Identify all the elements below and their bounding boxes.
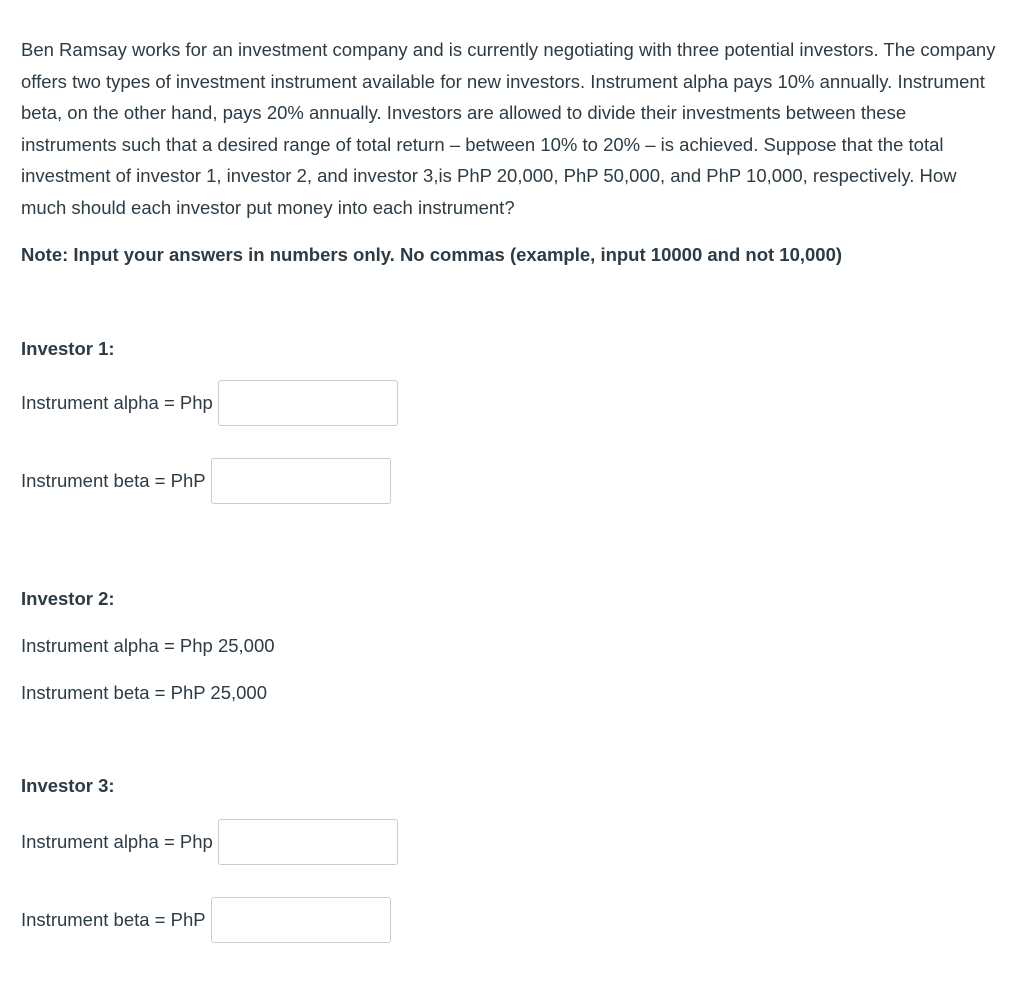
investor-3-beta-label: Instrument beta = PhP (21, 909, 206, 930)
investor-2-beta-row (21, 679, 267, 707)
investor-1-heading: Investor 1: (21, 338, 115, 359)
investor-3-alpha-row (21, 819, 398, 865)
investor-3-beta-row (21, 897, 391, 943)
investor-1-beta-row (21, 458, 391, 504)
investor-2-alpha-row (21, 632, 275, 660)
investor-2-alpha-text: Instrument alpha = Php 25,000 (21, 635, 275, 656)
investor-3-alpha-label: Instrument alpha = Php (21, 831, 213, 852)
investor-3-heading: Investor 3: (21, 775, 115, 796)
answer-format-note: Note: Input your answers in numbers only. No commas (example, input 10000 and not 10,000) (21, 244, 843, 265)
investor-3-alpha-input[interactable] (218, 819, 398, 865)
question-text: Ben Ramsay works for an investment company and is currently negotiating with three potential investors. The company offers two types of investment instrument available for new investors. Instrument alpha pays 10% annually. Instrument beta, on the other hand, pays 20% annually. Investors are allowed to divide their investments between these instruments such that a desired range of total return – between 10% to 20% – is achieved. Suppose that the total investment of investor 1, investor 2, and investor 3,is PhP 20,000, PhP 50,000, and PhP 10,000, respectively. How much should each investor put money into each instrument? (21, 39, 996, 218)
investor-1-alpha-row (21, 380, 398, 426)
investor-2-heading: Investor 2: (21, 588, 115, 609)
investor-2-beta-text: Instrument beta = PhP 25,000 (21, 682, 267, 703)
investor-3-beta-input[interactable] (211, 897, 391, 943)
investor-1-beta-label: Instrument beta = PhP (21, 470, 206, 491)
investor-1-beta-input[interactable] (211, 458, 391, 504)
investor-1-alpha-input[interactable] (218, 380, 398, 426)
investor-1-alpha-label: Instrument alpha = Php (21, 392, 213, 413)
